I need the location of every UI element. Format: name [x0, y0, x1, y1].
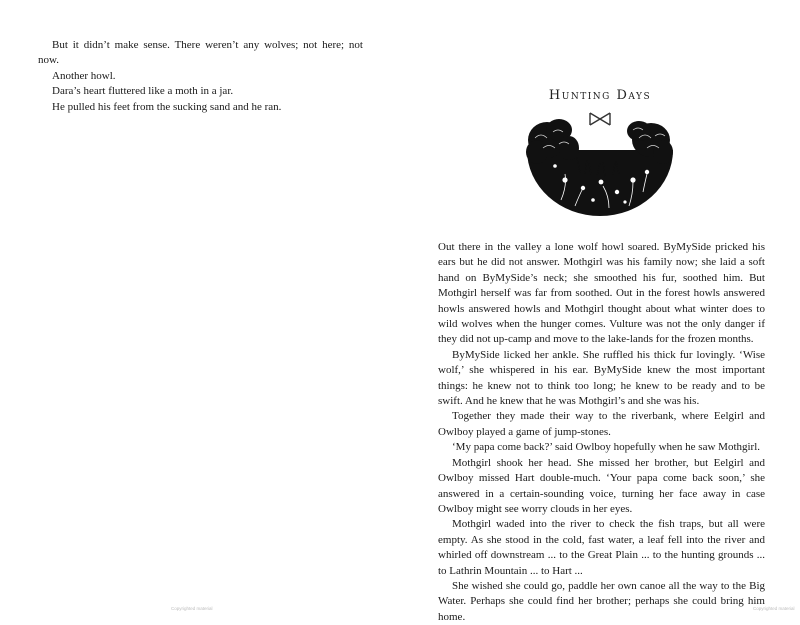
- paragraph: ‘My papa come back?’ said Owlboy hopefully when he saw Mothgirl.: [452, 441, 761, 454]
- chapter-title: Hunting Days: [548, 88, 652, 103]
- paragraph: Together they made their way to the riverbank, where Eelgirl and Owlboy played a game of jump-stones.: [438, 410, 765, 438]
- forest-vignette-illustration: [525, 118, 675, 218]
- copyright-footer: Copyrighted material: [171, 606, 213, 611]
- right-page-text: [438, 240, 765, 625]
- copyright-footer: Copyrighted material: [753, 606, 795, 611]
- left-page-text: [38, 38, 363, 115]
- right-page: [400, 0, 800, 623]
- paragraph: Mothgirl shook her head. She missed her brother, but Eelgirl and Owlboy missed Hart double-much. ‘Your papa come back soon,’ she answered in a certain-sounding voice, turning her face away in case Owlboy might see worry clouds in her eyes.: [438, 456, 765, 515]
- paragraph: But it didn’t make sense. There weren’t any wolves; not here; not now.: [38, 39, 363, 67]
- paragraph: Out there in the valley a lone wolf howl soared. ByMySide pricked his ears but he did not answer. Mothgirl was his family now; she laid a soft hand on ByMySide’s neck; she smoothed his fur, soothed him. But Mothgirl herself was far from soothed. Out in the forest howls answered howls answered howls and Mothgirl thought about what winter does to wild wolves when the hunger comes. Vulture was not the only danger if they did not up-camp and move to the lake-lands for the frozen months.: [438, 241, 765, 346]
- paragraph: Another howl.: [52, 69, 116, 82]
- paragraph: She wished she could go, paddle her own canoe all the way to the Big Water. Perhaps she could find her brother; perhaps she could bring him home.: [438, 579, 765, 623]
- paragraph: Mothgirl waded into the river to check the fish traps, but all were empty. As she stood in the cold, fast water, a leaf fell into the river and whirled off downstream ... to the Great Plain ... to the hunting grounds ... to Lathrin Mountain ... to Hart ...: [438, 518, 765, 577]
- paragraph: Dara’s heart fluttered like a moth in a jar.: [52, 85, 234, 98]
- paragraph: He pulled his feet from the sucking sand and he ran.: [52, 100, 282, 113]
- paragraph: ByMySide licked her ankle. She ruffled his thick fur lovingly. ‘Wise wolf,’ she whispered in his ear. ByMySide knew the most important things: he knew not to think too long; he knew to be ready and to be swift. And he knew that he was Mothgirl’s and she was his.: [438, 348, 765, 408]
- left-page: [0, 0, 400, 614]
